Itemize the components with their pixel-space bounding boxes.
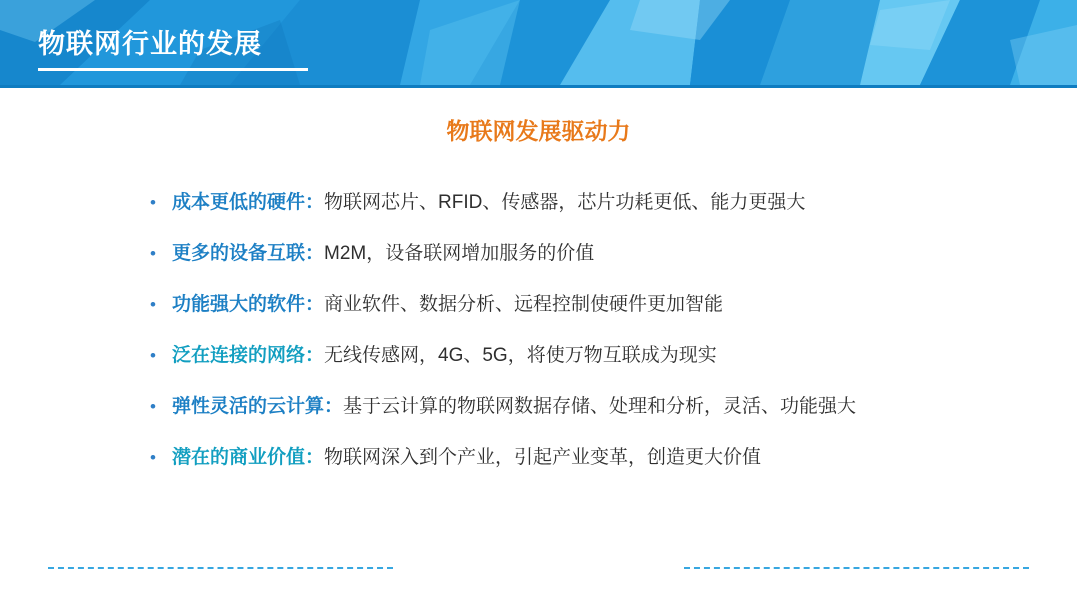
bullet-text bbox=[172, 445, 761, 471]
main-title: 物联网发展驱动力 bbox=[446, 118, 631, 144]
bullet-dot-icon: • bbox=[150, 346, 156, 365]
bullet-key: 潜在的商业价值： bbox=[172, 447, 325, 468]
bullet-dot-icon: • bbox=[150, 295, 156, 314]
bullet-key: 成本更低的硬件： bbox=[172, 192, 325, 213]
footer-dash-left bbox=[48, 567, 393, 569]
bullet-text bbox=[172, 241, 594, 267]
bullet-dot-icon: • bbox=[150, 397, 156, 416]
footer-decoration bbox=[0, 567, 1077, 569]
bullet-dot-icon: • bbox=[150, 448, 156, 467]
bullet-text bbox=[172, 190, 805, 216]
list-item bbox=[150, 343, 1030, 369]
list-item bbox=[150, 190, 1030, 216]
bullet-dot-icon: • bbox=[150, 193, 156, 212]
list-item bbox=[150, 292, 1030, 318]
bullet-body: 无线传感网，4G、5G，将使万物互联成为现实 bbox=[324, 345, 717, 366]
bullet-key: 弹性灵活的云计算： bbox=[172, 396, 344, 417]
bullet-key: 更多的设备互联： bbox=[172, 243, 325, 264]
list-item bbox=[150, 241, 1030, 267]
list-item bbox=[150, 394, 1030, 420]
bullet-body: 物联网芯片、RFID、传感器，芯片功耗更低、能力更强大 bbox=[324, 192, 806, 213]
footer-dash-right bbox=[684, 567, 1029, 569]
bullet-text bbox=[172, 343, 717, 369]
bullet-text bbox=[172, 394, 856, 420]
bullet-list bbox=[150, 190, 1030, 496]
bullet-body: M2M，设备联网增加服务的价值 bbox=[324, 243, 595, 264]
bullet-body: 基于云计算的物联网数据存储、处理和分析，灵活、功能强大 bbox=[343, 396, 857, 417]
header-divider bbox=[0, 85, 1077, 88]
bullet-body: 物联网深入到个产业，引起产业变革，创造更大价值 bbox=[324, 447, 762, 468]
page-title: 物联网行业的发展 bbox=[38, 29, 262, 59]
title-underline bbox=[38, 68, 308, 71]
bullet-key: 泛在连接的网络： bbox=[172, 345, 325, 366]
bullet-body: 商业软件、数据分析、远程控制使硬件更加智能 bbox=[324, 294, 724, 315]
bullet-key: 功能强大的软件： bbox=[172, 294, 325, 315]
bullet-dot-icon: • bbox=[150, 244, 156, 263]
list-item bbox=[150, 445, 1030, 471]
bullet-text bbox=[172, 292, 723, 318]
slide-header-banner bbox=[0, 0, 1077, 85]
